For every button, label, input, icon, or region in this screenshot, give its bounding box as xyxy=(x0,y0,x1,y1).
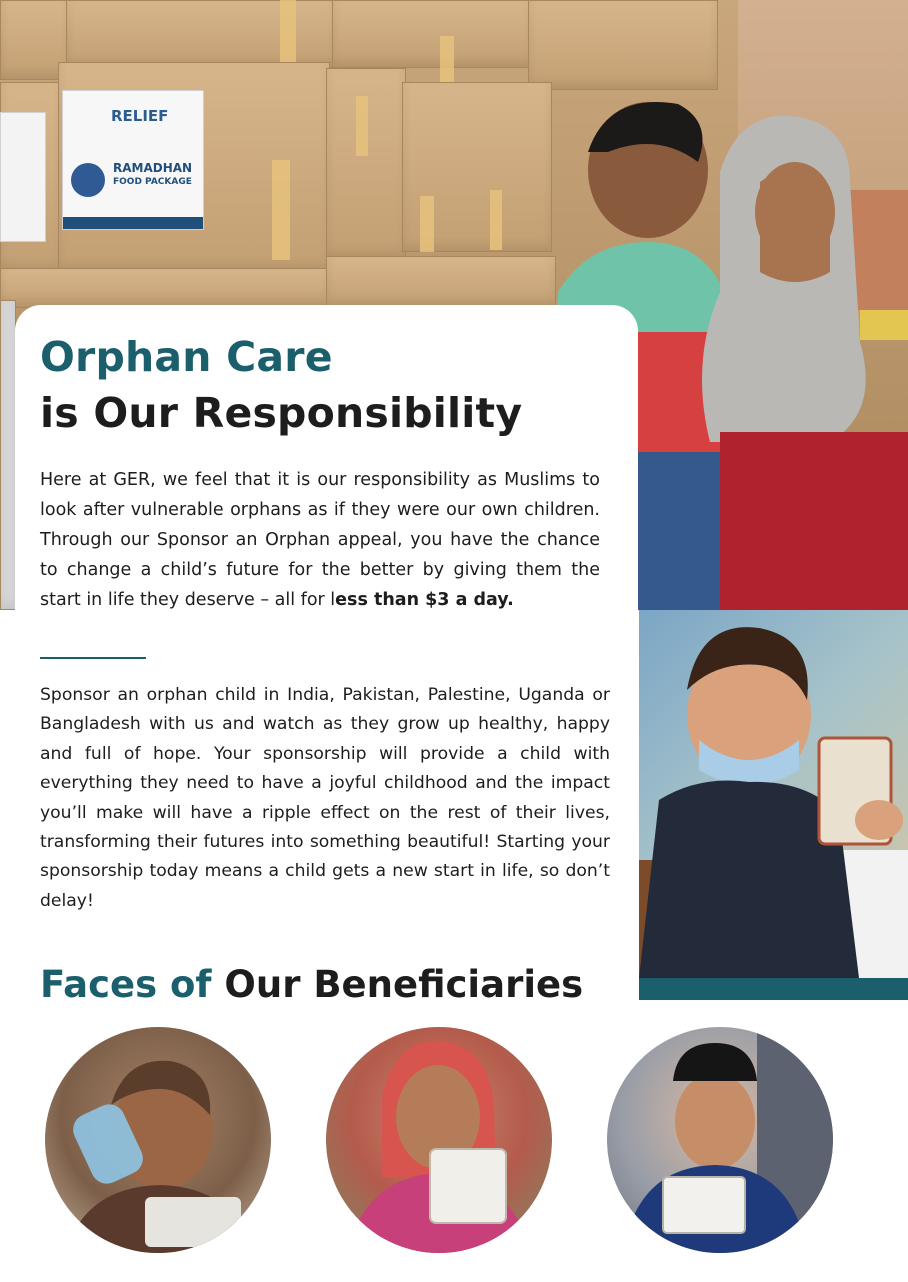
boy-with-cap-figure xyxy=(607,1027,833,1253)
body-paragraph: Sponsor an orphan child in India, Pakistan, Palestine, Uganda or Bangladesh with us and watch as they grow up healthy, happy and full of hope. Your sponsorship will provide a child with everything they need to have a joyful childhood and the impact you’ll make will have a ripple effect on the rest of their lives, transforming their futures into something beautiful! Starting your sponsorship today means a child gets a new start in life, so don’t delay! xyxy=(40,685,610,911)
package-label-subtitle: FOOD PACKAGE xyxy=(113,177,192,187)
package-label-title: RAMADHAN xyxy=(113,161,193,175)
boy-with-bottle-figure xyxy=(45,1027,271,1253)
heading-line-2: is Our Responsibility xyxy=(40,389,523,437)
ehsan-emblem-icon xyxy=(71,163,105,197)
intro-emphasis: ess than $3 a day. xyxy=(335,590,514,610)
package-label-strip xyxy=(63,217,203,229)
section-divider xyxy=(40,657,146,659)
girl-figure xyxy=(700,112,908,610)
faces-heading-rest: Our Beneficiaries xyxy=(211,963,584,1006)
faces-heading-accent: Faces of xyxy=(40,963,212,1006)
intro-paragraph xyxy=(40,465,600,615)
relief-logo: RELIEF xyxy=(111,107,169,125)
girl-with-package-figure xyxy=(326,1027,552,1253)
beneficiary-photo-1 xyxy=(45,1027,271,1253)
accent-bar xyxy=(639,978,908,1000)
box-label-partial xyxy=(0,112,46,242)
intro-text: Here at GER, we feel that it is our responsibility as Muslims to look after vulnerable orphans as if they were our own children. Through our Sponsor an Orphan appeal, you have the chance to change a child’s future for the better by giving them the start in life they deserve – all for l xyxy=(40,470,600,610)
heading-line-1: Orphan Care xyxy=(40,333,333,381)
faces-heading xyxy=(40,963,583,1006)
smiling-boy-photo xyxy=(639,610,908,978)
beneficiary-photo-2 xyxy=(326,1027,552,1253)
package-label xyxy=(62,90,204,230)
smiling-boy-figure xyxy=(639,610,908,978)
beneficiary-photo-3 xyxy=(607,1027,833,1253)
